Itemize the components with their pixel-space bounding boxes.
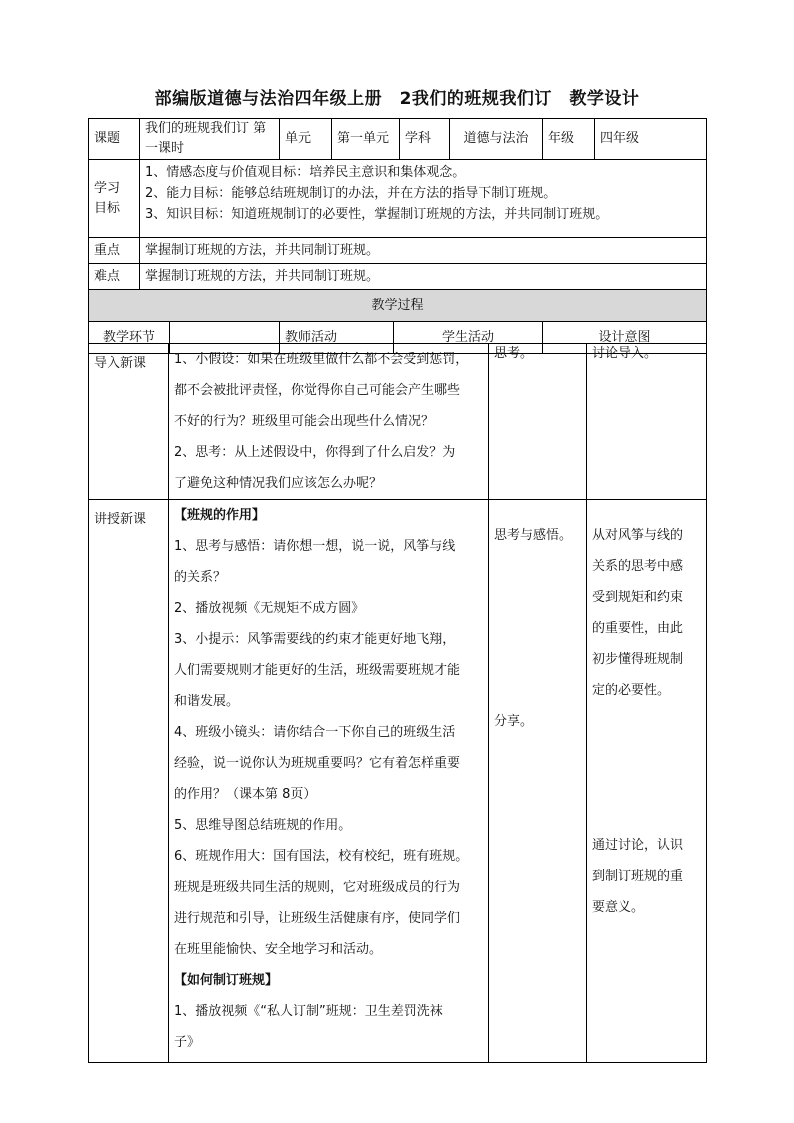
teach-intent-line: 定的必要性。 bbox=[592, 683, 671, 698]
process-header-row bbox=[89, 290, 707, 322]
goal-item: 3、知识目标：知道班规制订的必要性，掌握制订班规的方法，并共同制订班规。 bbox=[145, 207, 609, 222]
intro-student: 思考。 bbox=[489, 344, 587, 500]
teach-teacher-line: 进行规范和引导，让班级生活健康有序，使同学们 bbox=[174, 911, 461, 926]
teach-intent-line: 关系的思考中感 bbox=[592, 559, 684, 574]
teach-teacher-line: 5、思维导图总结班规的作用。 bbox=[174, 818, 352, 833]
key-point-label: 重点 bbox=[89, 238, 140, 264]
teach-teacher-line: 3、小提示：风筝需要线的约束才能更好地飞翔， bbox=[174, 632, 456, 647]
intro-teacher-line: 2、思考：从上述假设中，你得到了什么启发？为 bbox=[174, 445, 456, 460]
teach-teacher bbox=[169, 500, 489, 1063]
unit-value: 第一单元 bbox=[332, 119, 400, 160]
intro-teacher-line: 1、小假设：如果在班级里做什么都不会受到惩罚， bbox=[174, 352, 469, 367]
teach-teacher-line: 子》 bbox=[174, 1035, 201, 1050]
teach-teacher-line: 和谐发展。 bbox=[174, 694, 240, 709]
topic-value: 我们的班规我们订 第一课时 bbox=[140, 119, 280, 160]
col-student: 学生活动 bbox=[393, 322, 542, 353]
teach-intent bbox=[587, 500, 707, 1063]
intro-teacher bbox=[169, 344, 489, 500]
teach-row bbox=[89, 500, 707, 1063]
teach-teacher-line: 4、班级小镜头：请你结合一下你自己的班级生活 bbox=[174, 725, 456, 740]
teach-teacher-line: 经验，说一说你认为班规重要吗？它有着怎样重要 bbox=[174, 756, 461, 771]
teach-teacher-line: 1、播放视频《“私人订制”班规：卫生差罚洗袜 bbox=[174, 1004, 443, 1019]
info-row bbox=[89, 119, 707, 160]
subject-label: 学科 bbox=[400, 119, 450, 160]
teach-student bbox=[489, 500, 587, 1063]
col-teacher-label: 教师活动 bbox=[284, 330, 337, 345]
teach-teacher-line: 【班规的作用】 bbox=[174, 508, 266, 523]
teach-teacher-line: 在班里能愉快、安全地学习和活动。 bbox=[174, 942, 383, 957]
key-point-row bbox=[89, 238, 707, 264]
teach-teacher-line: 2、播放视频《无规矩不成方圆》 bbox=[174, 601, 365, 616]
intro-stage: 导入新课 bbox=[89, 344, 169, 500]
teach-stage: 讲授新课 bbox=[89, 500, 169, 1063]
goals-label-line2: 目标 bbox=[94, 200, 121, 216]
teach-intent-line: 的重要性，由此 bbox=[592, 621, 684, 636]
difficult-point-row bbox=[89, 264, 707, 290]
goals-label-line1: 学习 bbox=[94, 180, 121, 196]
intro-teacher-line: 了避免这种情况我们应该怎么办呢？ bbox=[174, 476, 383, 491]
teach-intent-line: 到制订班规的重 bbox=[592, 869, 684, 884]
teach-teacher-line: 【如何制订班规】 bbox=[174, 973, 279, 988]
lesson-plan-table bbox=[88, 118, 707, 354]
subject-value: 道德与法治 bbox=[450, 119, 543, 160]
process-table bbox=[88, 343, 707, 1063]
difficult-point-value: 掌握制订班规的方法，并共同制订班规。 bbox=[140, 264, 707, 290]
teach-teacher-line: 班规是班级共同生活的规则，它对班级成员的行为 bbox=[174, 880, 461, 895]
goals-label bbox=[89, 160, 140, 238]
teach-intent-line: 初步懂得班规制 bbox=[592, 652, 684, 667]
teach-teacher-line: 的关系？ bbox=[174, 570, 227, 585]
col-stage: 教学环节 bbox=[89, 322, 170, 353]
difficult-point-label: 难点 bbox=[89, 264, 140, 290]
teach-teacher-line: 的作用？（课本第 8页） bbox=[174, 787, 317, 802]
teach-student-1: 思考与感悟。 bbox=[494, 528, 573, 543]
teach-teacher-line: 6、班规作用大：国有国法，校有校纪，班有班规。 bbox=[174, 849, 469, 864]
intro-row bbox=[89, 344, 707, 500]
teach-intent-line: 通过讨论，认识 bbox=[592, 838, 684, 853]
intro-teacher-line: 不好的行为？班级里可能会出现些什么情况？ bbox=[174, 414, 435, 429]
col-intent: 设计意图 bbox=[543, 322, 707, 354]
key-point-value: 掌握制订班规的方法，并共同制订班规。 bbox=[140, 238, 707, 264]
goals-row bbox=[89, 160, 707, 238]
topic-label: 课题 bbox=[89, 119, 140, 160]
grade-label: 年级 bbox=[543, 119, 595, 160]
intro-intent: 讨论导入。 bbox=[587, 344, 707, 500]
teach-intent-line: 要意义。 bbox=[592, 900, 645, 915]
goals-list bbox=[140, 160, 707, 238]
intro-teacher-line: 都不会被批评责怪，你觉得你自己可能会产生哪些 bbox=[174, 383, 461, 398]
goal-item: 1、情感态度与价值观目标：培养民主意识和集体观念。 bbox=[145, 165, 466, 180]
unit-label: 单元 bbox=[280, 119, 332, 160]
teach-intent-line: 从对风筝与线的 bbox=[592, 528, 684, 543]
goal-item: 2、能力目标：能够总结班规制订的办法，并在方法的指导下制订班规。 bbox=[145, 186, 557, 201]
teach-intent-line: 受到规矩和约束 bbox=[592, 590, 684, 605]
teach-student-2: 分享。 bbox=[494, 714, 534, 729]
document-title: 部编版道德与法治四年级上册 2我们的班规我们订 教学设计 bbox=[154, 89, 640, 109]
grade-value: 四年级 bbox=[595, 119, 707, 160]
process-header: 教学过程 bbox=[89, 290, 707, 322]
teach-teacher-line: 1、思考与感悟：请你想一想，说一说，风筝与线 bbox=[174, 539, 456, 554]
teach-teacher-line: 人们需要规则才能更好的生活，班级需要班规才能 bbox=[174, 663, 461, 678]
